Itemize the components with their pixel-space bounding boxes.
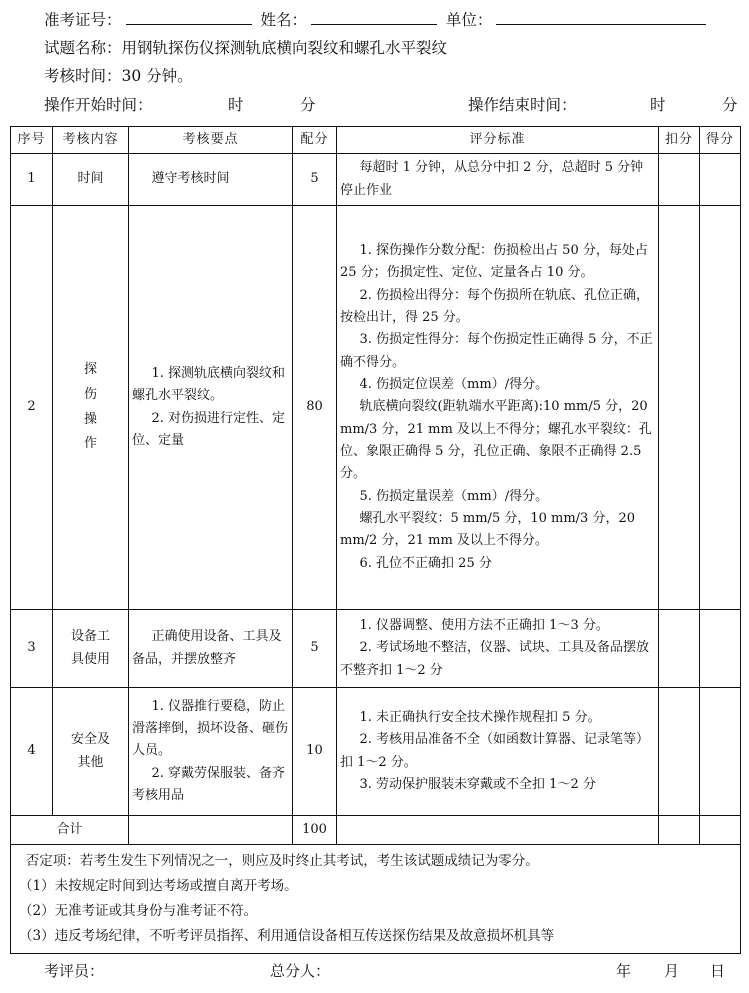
col-no: 序号 [11, 127, 53, 154]
scorer-label: 总分人： [270, 962, 331, 980]
negation-notes-row [11, 845, 741, 954]
day-label: 日 [710, 962, 726, 980]
examiner-label: 考评员： [44, 962, 105, 980]
col-content: 考核内容 [53, 127, 129, 154]
total-row [11, 816, 741, 845]
col-points: 考核要点 [129, 127, 293, 154]
note-line: （1）未按规定时间到达考场或擅自离开考场。 [19, 877, 298, 894]
row-content: 设备工具使用 [53, 610, 129, 688]
row-content: 探伤操作 [53, 206, 129, 610]
row-no: 2 [11, 206, 53, 610]
name-label: 姓名： [260, 11, 307, 29]
col-criteria: 评分标准 [337, 127, 659, 154]
negation-notes [11, 845, 741, 954]
start-label: 操作开始时间： [44, 96, 153, 114]
got-cell[interactable] [700, 154, 741, 206]
exam-title-line [44, 36, 447, 58]
row-no: 4 [11, 688, 53, 816]
deduct-cell[interactable] [659, 610, 700, 688]
start-hour: 时 [228, 96, 244, 114]
end-label: 操作结束时间： [468, 96, 577, 114]
row-score: 10 [293, 688, 337, 816]
exam-time-line [44, 64, 193, 86]
row-content: 时间 [53, 154, 129, 206]
note-line: 否定项：若考生发生下列情况之一，则应及时终止其考试，考生该试题成绩记为零分。 [25, 853, 539, 869]
table-row [11, 610, 741, 688]
unit-blank[interactable] [496, 10, 706, 25]
note-line: （2）无准考证或其身份与准考证不符。 [19, 902, 258, 919]
row-score: 80 [293, 206, 337, 610]
col-got: 得分 [700, 127, 741, 154]
row-no: 1 [11, 154, 53, 206]
row-content: 安全及其他 [53, 688, 129, 816]
end-time-line [468, 93, 577, 115]
total-label: 合计 [11, 816, 129, 845]
table-row [11, 688, 741, 816]
ticket-blank[interactable] [126, 10, 252, 25]
row-score: 5 [293, 610, 337, 688]
row-criteria: 每超时 1 分钟，从总分中扣 2 分，总超时 5 分钟停止作业 [337, 154, 659, 206]
end-hour: 时 [650, 96, 666, 114]
start-time-line [44, 93, 153, 115]
time-value: 30 分钟。 [121, 67, 193, 85]
deduct-cell[interactable] [659, 688, 700, 816]
table-row [11, 206, 741, 610]
col-deduct: 扣分 [659, 127, 700, 154]
got-cell[interactable] [700, 688, 741, 816]
time-label: 考核时间： [44, 67, 122, 85]
row-points: 遵守考核时间 [129, 154, 293, 206]
col-score: 配分 [293, 127, 337, 154]
ticket-label: 准考证号： [44, 11, 122, 29]
got-cell[interactable] [700, 610, 741, 688]
header-line-1 [44, 8, 710, 30]
row-no: 3 [11, 610, 53, 688]
row-points: 1. 探测轨底横向裂纹和螺孔水平裂纹。 2. 对伤损进行定性、定位、定量 [129, 206, 293, 610]
row-points: 正确使用设备、工具及备品，并摆放整齐 [129, 610, 293, 688]
total-empty-cell [129, 816, 293, 845]
deduct-cell[interactable] [659, 154, 700, 206]
table-row [11, 154, 741, 206]
month-label: 月 [664, 962, 680, 980]
title-label: 试题名称： [44, 39, 122, 57]
year-label: 年 [616, 962, 632, 980]
row-points: 1. 仪器推行要稳，防止滑落摔倒，损坏设备、砸伤人员。 2. 穿戴劳保服装、备齐考核用品 [129, 688, 293, 816]
end-minute: 分 [722, 96, 738, 114]
row-criteria: 1. 探伤操作分数分配：伤损检出占 50 分，每处占 25 分；伤损定性、定位、定量各占 10 分。 2. 伤损检出得分：每个伤损所在轨底、孔位正确，按检出计，得 25 分。 3. 伤损定性得分：每个伤损定性正确得 5 分，不正确不得分。 4. 伤损定位误差（mm）/得分。 轨底横向裂纹(距轨端水平距离):10 mm/5 分，20 mm/3 分，21 mm 及以上不得分；螺孔水平裂纹：孔位、象限正确得 5 分，孔位正确、象限不正确得 2.5 分。 5. 伤损定量误差（mm）/得分。 螺孔水平裂纹：5 mm/5 分，10 mm/3 分，20 mm/2 分，21 mm 及以上不得分。 6. 孔位不正确扣 25 分 [337, 206, 659, 610]
name-blank[interactable] [311, 10, 437, 25]
start-minute: 分 [300, 96, 316, 114]
title-value: 用钢轨探伤仪探测轨底横向裂纹和螺孔水平裂纹 [121, 39, 448, 57]
total-empty-cell [337, 816, 659, 845]
note-line: （3）违反考场纪律，不听考评员指挥、利用通信设备相互传送探伤结果及故意损坏机具等 [19, 927, 555, 944]
row-score: 5 [293, 154, 337, 206]
unit-label: 单位： [445, 11, 493, 29]
got-cell[interactable] [700, 816, 741, 845]
row-criteria: 1. 未正确执行安全技术操作规程扣 5 分。 2. 考核用品准备不全（如函数计算器、记录笔等）扣 1～2 分。 3. 劳动保护服装未穿戴或不全扣 1～2 分 [337, 688, 659, 816]
got-cell[interactable] [700, 206, 741, 610]
table-header-row [11, 127, 741, 154]
scoring-table [10, 126, 741, 954]
deduct-cell[interactable] [659, 206, 700, 610]
total-score: 100 [293, 816, 337, 845]
row-criteria: 1. 仪器调整、使用方法不正确扣 1～3 分。 2. 考试场地不整洁，仪器、试块、工具及备品摆放不整齐扣 1～2 分 [337, 610, 659, 688]
deduct-cell[interactable] [659, 816, 700, 845]
